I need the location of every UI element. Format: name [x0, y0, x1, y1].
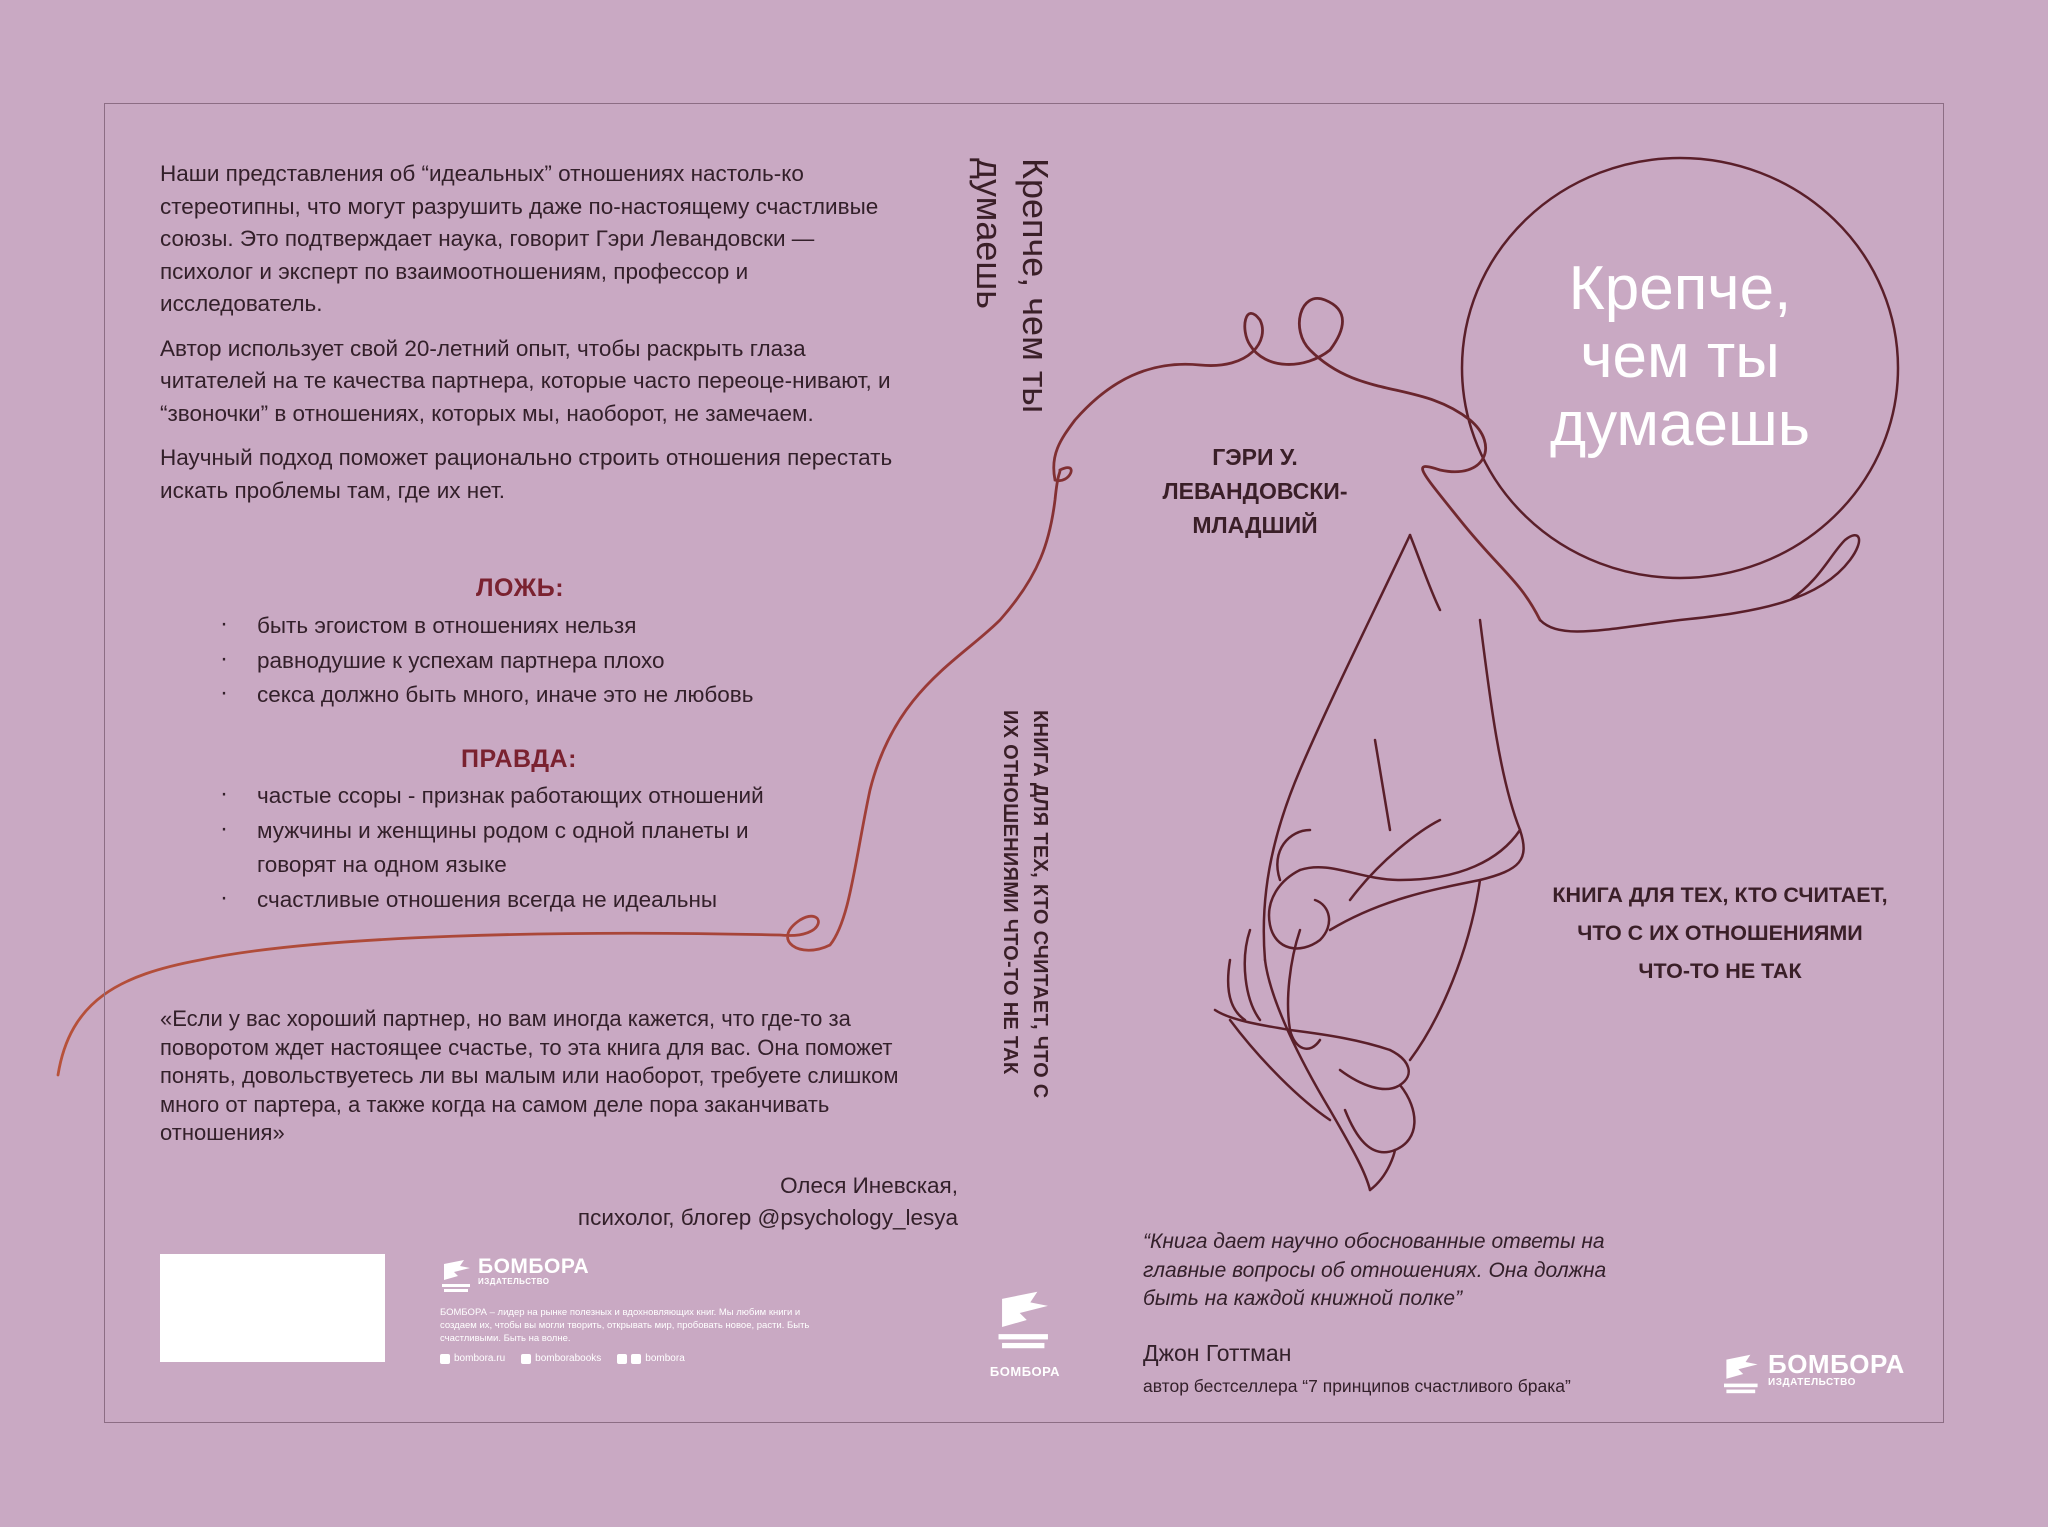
publisher-name: БОМБОРА — [478, 1255, 590, 1278]
spine-publisher-logo — [985, 1280, 1065, 1379]
front-title-line: чем ты — [1580, 322, 1780, 391]
front-subtitle — [1510, 876, 1930, 990]
quote-author-desc: автор бестселлера “7 принципов счастливого брака” — [1143, 1376, 1571, 1396]
publisher-contacts — [440, 1353, 820, 1364]
front-subtitle-line: ЧТО С ИХ ОТНОШЕНИЯМИ — [1577, 921, 1863, 945]
publisher-description: БОМБОРА – лидер на рынке полезных и вдохновляющих книг. Мы любим книги и создаем их, чтобы вы могли творить, открывать мир, пробовать новое, расти. Быть счастливыми. Быть на волне. — [440, 1307, 810, 1344]
front-title-line: думаешь — [1549, 390, 1811, 459]
author-line: ЛЕВАНДОВСКИ- — [1162, 478, 1348, 504]
contact-website: bombora.ru — [454, 1353, 506, 1364]
review-author-desc: психолог, блогер @psychology_lesya — [577, 1205, 958, 1230]
quote-author: Джон Готтман — [1143, 1340, 1292, 1366]
bombora-logo-icon — [440, 1256, 474, 1296]
bombora-logo-icon — [1720, 1350, 1764, 1398]
back-paragraph-2: Автор использует свой 20-летний опыт, чтобы раскрыть глаза читателей на те качества партнера, которые часто переоце-нивают, и “звоночки” в отношениях, которых мы, наоборот, не замечаем. — [160, 335, 891, 426]
spine-title: Крепче, чем ты думаешь — [969, 158, 1056, 414]
review-author — [578, 1170, 958, 1234]
author-name — [1130, 440, 1380, 542]
list-item: · секса должно быть много, иначе это не любовь — [220, 678, 900, 713]
list-item: · быть эгоистом в отношениях нельзя — [220, 609, 900, 644]
front-publisher-name: БОМБОРА — [1768, 1349, 1905, 1379]
author-line: ГЭРИ У. — [1212, 444, 1298, 470]
review-author-name: Олеся Иневская, — [780, 1173, 958, 1198]
website-icon — [440, 1354, 450, 1364]
publisher-info — [440, 1256, 820, 1364]
barcode-placeholder — [160, 1254, 385, 1362]
truth-heading: ПРАВДА: — [461, 745, 577, 773]
front-subtitle-line: КНИГА ДЛЯ ТЕХ, КТО СЧИТАЕТ, — [1552, 883, 1888, 907]
front-publisher-sub: ИЗДАТЕЛЬСТВО — [1768, 1377, 1856, 1388]
lies-heading: ЛОЖЬ: — [476, 574, 565, 602]
youtube-icon — [617, 1354, 627, 1364]
list-item: · частые ссоры - признак работающих отношений — [220, 779, 820, 814]
front-subtitle-line: ЧТО-ТО НЕ ТАК — [1638, 959, 1802, 983]
back-paragraph-1: Наши представления об “идеальных” отношениях настоль-ко стереотипны, что могут разрушить даже по-настоящему счастливые союзы. Это подтверждает наука, говорит Гэри Левандовски — психолог и эксперт по взаимоотношениям, профессор и исследователь. — [160, 161, 879, 316]
bombora-logo-icon — [995, 1280, 1055, 1360]
contact-telegram: bombora — [645, 1353, 685, 1364]
list-item: · равнодушие к успехам партнера плохо — [220, 644, 900, 679]
truth-list — [220, 779, 820, 917]
contact-vk: bomborabooks — [535, 1353, 602, 1364]
back-paragraph-3: Научный подход поможет рационально строить отношения перестать искать проблемы там, где их нет. — [160, 445, 893, 503]
spine-publisher-name: БОМБОРА — [989, 1364, 1061, 1379]
author-line: МЛАДШИЙ — [1192, 512, 1318, 538]
telegram-icon — [631, 1354, 641, 1364]
list-item: · счастливые отношения всегда не идеальны — [220, 883, 820, 918]
back-description — [160, 158, 902, 519]
lies-list — [220, 609, 900, 713]
vk-icon — [521, 1354, 531, 1364]
front-quote: “Книга дает научно обоснованные ответы на главные вопросы об отношениях. Она должна быть на каждой книжной полке” — [1143, 1230, 1607, 1310]
front-publisher-logo — [1720, 1350, 1905, 1398]
publisher-logo — [440, 1256, 820, 1296]
spine-subtitle: КНИГА ДЛЯ ТЕХ, КТО СЧИТАЕТ, ЧТО С ИХ ОТНОШЕНИЯМИ ЧТО-ТО НЕ ТАК — [999, 710, 1051, 1099]
front-title-line: Крепче, — [1568, 254, 1792, 323]
back-review: «Если у вас хороший партнер, но вам иногда кажется, что где-то за поворотом ждет настоящее счастье, то эта книга для вас. Она поможет понять, довольствуетесь ли вы малым или наоборот, требуете слишком много от партера, а также когда на самом деле пора заканчивать отношения» — [160, 1006, 899, 1145]
front-title — [1460, 255, 1900, 459]
publisher-sub: ИЗДАТЕЛЬСТВО — [478, 1277, 550, 1286]
list-item: · мужчины и женщины родом с одной планеты и говорят на одном языке — [220, 814, 820, 883]
